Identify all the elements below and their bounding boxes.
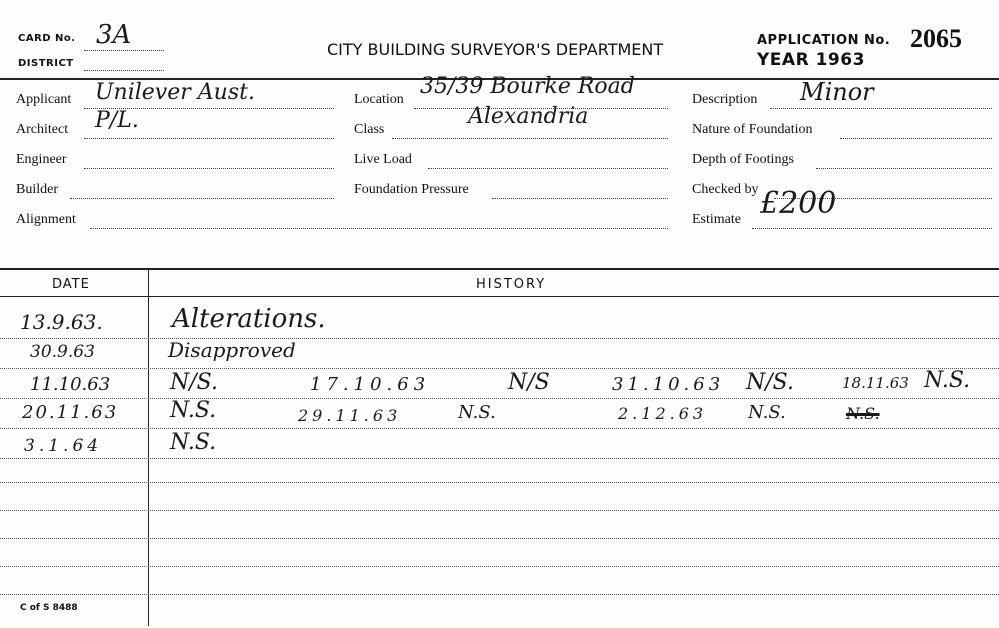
live-load-line <box>428 168 668 169</box>
card-no-line <box>84 50 164 51</box>
history-header: HISTORY <box>476 277 547 292</box>
row-3-entry-4: 31.10.63 <box>612 374 725 395</box>
application-label: APPLICATION No. <box>757 33 891 48</box>
row-3-date: 11.10.63 <box>30 374 111 395</box>
row-4-entry-1: N.S. <box>170 398 217 423</box>
row-3-entry-5: N/S. <box>746 370 794 395</box>
district-line <box>84 70 164 71</box>
architect-label: Architect <box>16 122 69 137</box>
row-2-date: 30.9.63 <box>30 342 95 362</box>
row-5-date: 3.1.64 <box>24 436 103 456</box>
class-label: Class <box>354 122 385 137</box>
alignment-label: Alignment <box>16 212 76 227</box>
table-line <box>0 482 999 483</box>
row-4-entry-5: N.S. <box>748 402 786 423</box>
nature-of-foundation-label: Nature of Foundation <box>692 122 813 137</box>
form-code: C of S 8488 <box>20 603 78 613</box>
builder-label: Builder <box>16 182 58 197</box>
estimate-line <box>752 228 992 229</box>
alignment-line <box>90 228 668 229</box>
location-value: 35/39 Bourke Road <box>420 74 635 99</box>
row-4-entry-2: 29.11.63 <box>298 406 402 425</box>
class-value: Alexandria <box>468 104 589 129</box>
depth-of-footings-line <box>816 168 992 169</box>
card-no-label: CARD No. <box>18 33 76 44</box>
location-label: Location <box>354 92 404 107</box>
row-2-entry-1: Disapproved <box>168 338 296 362</box>
table-line <box>0 398 999 399</box>
row-1-entry-1: Alterations. <box>172 304 326 334</box>
table-line <box>0 458 999 459</box>
date-column-divider <box>148 270 149 626</box>
application-number: 2065 <box>910 24 962 53</box>
engineer-line <box>84 168 334 169</box>
table-line <box>0 538 999 539</box>
foundation-pressure-label: Foundation Pressure <box>354 182 469 197</box>
row-4-date: 20.11.63 <box>22 402 119 423</box>
row-5-entry-1: N.S. <box>170 430 217 455</box>
district-label: DISTRICT <box>18 58 74 69</box>
row-3-entry-7: N.S. <box>924 368 971 393</box>
table-header-rule <box>0 296 999 297</box>
description-line <box>770 108 992 109</box>
architect-line <box>84 138 334 139</box>
table-line <box>0 566 999 567</box>
nature-of-foundation-line <box>840 138 992 139</box>
live-load-label: Live Load <box>354 152 412 167</box>
builder-line <box>70 198 334 199</box>
foundation-pressure-line <box>492 198 668 199</box>
class-line <box>392 138 668 139</box>
row-3-entry-1: N/S. <box>170 370 218 395</box>
applicant-value: Unilever Aust. <box>95 80 255 105</box>
engineer-label: Engineer <box>16 152 67 167</box>
row-1-date: 13.9.63. <box>20 310 103 334</box>
description-label: Description <box>692 92 758 107</box>
description-value: Minor <box>800 78 874 106</box>
table-line <box>0 428 999 429</box>
row-3-entry-6: 18.11.63 <box>842 374 909 392</box>
applicant-label: Applicant <box>16 92 72 107</box>
row-4-entry-3: N.S. <box>458 402 496 423</box>
checked-by-label: Checked by <box>692 182 759 197</box>
depth-of-footings-label: Depth of Footings <box>692 152 794 167</box>
estimate-label: Estimate <box>692 212 741 227</box>
date-header: DATE <box>52 277 90 292</box>
year-label: YEAR 1963 <box>757 50 865 70</box>
table-line <box>0 510 999 511</box>
department-title: CITY BUILDING SURVEYOR'S DEPARTMENT <box>327 40 664 59</box>
card-no-value: 3A <box>96 20 132 50</box>
table-line <box>0 368 999 369</box>
row-3-entry-2: 17.10.63 <box>310 374 431 395</box>
estimate-value: £200 <box>760 186 837 221</box>
table-line <box>0 338 999 339</box>
table-top-rule <box>0 268 999 270</box>
row-4-entry-6-struck: N.S. <box>846 404 880 423</box>
table-line <box>0 594 999 595</box>
architect-value: P/L. <box>95 108 139 133</box>
row-4-entry-4: 2.12.63 <box>618 404 708 423</box>
row-3-entry-3: N/S <box>508 370 550 395</box>
